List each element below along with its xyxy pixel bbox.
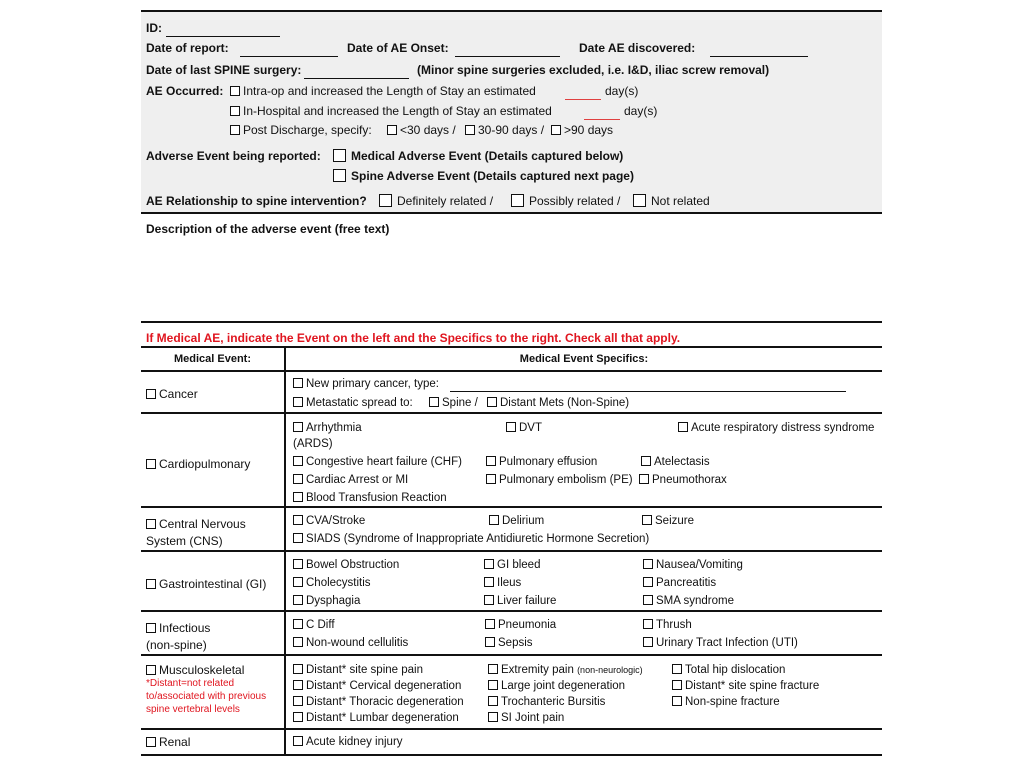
thrush-checkbox[interactable] [643, 619, 653, 629]
extremity-checkbox[interactable] [488, 664, 498, 674]
intraop-option[interactable]: Intra-op and increased the Length of Stay an estimated [230, 84, 536, 99]
hip-option[interactable]: Total hip dislocation [672, 663, 785, 677]
atelectasis-checkbox[interactable] [641, 456, 651, 466]
lt30-checkbox[interactable] [387, 125, 397, 135]
event-musculoskeletal[interactable]: Musculoskeletal *Distant=not related to/associated with previous spine vertebral levels [141, 655, 285, 729]
distant-mets-option[interactable]: Distant Mets (Non-Spine) [487, 396, 629, 410]
liver-checkbox[interactable] [484, 595, 494, 605]
chole-checkbox[interactable] [293, 577, 303, 587]
event-renal[interactable]: Renal [141, 729, 285, 755]
sepsis-checkbox[interactable] [485, 637, 495, 647]
bowel-checkbox[interactable] [293, 559, 303, 569]
pe-option[interactable]: Pulmonary embolism (PE) [486, 473, 633, 487]
dysphagia-option[interactable]: Dysphagia [293, 594, 360, 608]
ileus-checkbox[interactable] [484, 577, 494, 587]
cdiff-checkbox[interactable] [293, 619, 303, 629]
table-row [141, 551, 882, 611]
table-row [141, 655, 882, 729]
inhospital-checkbox[interactable] [230, 106, 240, 116]
gi-checkbox[interactable] [146, 579, 156, 589]
spine-ae-option[interactable]: Spine Adverse Event (Details captured next page) [333, 169, 634, 184]
description-area[interactable] [141, 214, 882, 324]
distant-note: *Distant=not related to/associated with previous spine vertebral levels [146, 678, 267, 715]
chole-option[interactable]: Cholecystitis [293, 576, 371, 590]
cancer-checkbox[interactable] [146, 389, 156, 399]
event-infectious[interactable]: Infectious (non-spine) [141, 611, 285, 655]
gi-bleed-option[interactable]: GI bleed [484, 558, 540, 572]
cns-checkbox[interactable] [146, 519, 156, 529]
trochanteric-checkbox[interactable] [488, 696, 498, 706]
arrhythmia-option[interactable]: Arrhythmia [293, 421, 362, 435]
cva-checkbox[interactable] [293, 515, 303, 525]
table-row [141, 507, 882, 551]
d30-90-option[interactable]: 30-90 days / [465, 123, 544, 138]
id-field[interactable] [166, 25, 280, 37]
ae-form [141, 10, 882, 324]
musculo-specifics [285, 655, 882, 729]
table-row [141, 371, 882, 413]
medical-event-table [141, 346, 882, 756]
last-surgery-label: Date of last SPINE surgery: [146, 63, 302, 77]
effusion-option[interactable]: Pulmonary effusion [486, 455, 597, 469]
thoracic-checkbox[interactable] [293, 696, 303, 706]
inhospital-days-field[interactable] [584, 108, 620, 120]
nausea-checkbox[interactable] [643, 559, 653, 569]
si-joint-option[interactable]: SI Joint pain [488, 711, 564, 725]
thoracic-option[interactable]: Distant* Thoracic degeneration [293, 695, 464, 709]
lumbar-checkbox[interactable] [293, 712, 303, 722]
new-primary-checkbox[interactable] [293, 378, 303, 388]
not-related-option[interactable]: Not related [633, 194, 710, 209]
hip-checkbox[interactable] [672, 664, 682, 674]
si-joint-checkbox[interactable] [488, 712, 498, 722]
cva-option[interactable]: CVA/Stroke [293, 514, 365, 528]
spine-option[interactable]: Spine / [429, 396, 478, 410]
date-discovered-field[interactable] [710, 45, 808, 57]
sepsis-option[interactable]: Sepsis [485, 636, 533, 650]
cardio-checkbox[interactable] [146, 459, 156, 469]
last-surgery-note: (Minor spine surgeries excluded, i.e. I&D, iliac screw removal) [417, 63, 770, 77]
cellulitis-option[interactable]: Non-wound cellulitis [293, 636, 408, 650]
ards-checkbox[interactable] [678, 422, 688, 432]
cancer-type-field[interactable] [450, 380, 846, 392]
sma-checkbox[interactable] [643, 595, 653, 605]
possibly-option[interactable]: Possibly related / [511, 194, 620, 209]
infectious-checkbox[interactable] [146, 623, 156, 633]
cns-specifics [285, 507, 882, 551]
siads-checkbox[interactable] [293, 533, 303, 543]
aki-checkbox[interactable] [293, 736, 303, 746]
spine-ae-checkbox[interactable] [333, 169, 346, 182]
liver-option[interactable]: Liver failure [484, 594, 556, 608]
arrhythmia-checkbox[interactable] [293, 422, 303, 432]
delirium-checkbox[interactable] [489, 515, 499, 525]
notice-divider [141, 321, 882, 323]
dvt-option[interactable]: DVT [506, 421, 542, 435]
inhospital-option[interactable]: In-Hospital and increased the Length of Stay an estimated [230, 104, 552, 119]
nonspine-fracture-checkbox[interactable] [672, 696, 682, 706]
post-discharge-option[interactable]: Post Discharge, specify: [230, 123, 372, 138]
medical-ae-option[interactable]: Medical Adverse Event (Details captured below) [333, 149, 623, 164]
pancreatitis-option[interactable]: Pancreatitis [643, 576, 716, 590]
transfusion-option[interactable]: Blood Transfusion Reaction [293, 491, 447, 505]
chf-checkbox[interactable] [293, 456, 303, 466]
date-onset-field[interactable] [455, 45, 560, 57]
col-specifics-header: Medical Event Specifics: [285, 347, 882, 371]
pneumonia-option[interactable]: Pneumonia [485, 618, 556, 632]
event-gi[interactable]: Gastrointestinal (GI) [141, 551, 285, 611]
site-fracture-checkbox[interactable] [672, 680, 682, 690]
possibly-checkbox[interactable] [511, 194, 524, 207]
event-cancer[interactable]: Cancer [141, 371, 285, 413]
nausea-option[interactable]: Nausea/Vomiting [643, 558, 743, 572]
chf-option[interactable]: Congestive heart failure (CHF) [293, 455, 462, 469]
medical-ae-checkbox[interactable] [333, 149, 346, 162]
trochanteric-option[interactable]: Trochanteric Bursitis [488, 695, 605, 709]
delirium-option[interactable]: Delirium [489, 514, 544, 528]
effusion-checkbox[interactable] [486, 456, 496, 466]
infectious-specifics [285, 611, 882, 655]
date-report-label: Date of report: [146, 41, 229, 55]
cdiff-option[interactable]: C Diff [293, 618, 335, 632]
uti-option[interactable]: Urinary Tract Infection (UTI) [643, 636, 798, 650]
sma-option[interactable]: SMA syndrome [643, 594, 734, 608]
nonspine-fracture-option[interactable]: Non-spine fracture [672, 695, 780, 709]
thrush-option[interactable]: Thrush [643, 618, 692, 632]
date-discovered-label: Date AE discovered: [579, 41, 696, 55]
table-row [141, 413, 882, 507]
date-onset-label: Date of AE Onset: [347, 41, 449, 55]
cervical-option[interactable]: Distant* Cervical degeneration [293, 679, 461, 693]
transfusion-checkbox[interactable] [293, 492, 303, 502]
ae-reported-label: Adverse Event being reported: [146, 149, 321, 163]
description-label: Description of the adverse event (free text) [146, 222, 390, 236]
arrest-option[interactable]: Cardiac Arrest or MI [293, 473, 408, 487]
intraop-days-field[interactable] [565, 88, 601, 100]
site-pain-option[interactable]: Distant* site spine pain [293, 663, 423, 677]
cervical-checkbox[interactable] [293, 680, 303, 690]
intraop-days-label: day(s) [605, 84, 639, 98]
post-discharge-checkbox[interactable] [230, 125, 240, 135]
site-fracture-option[interactable]: Distant* site spine fracture [672, 679, 819, 693]
large-joint-option[interactable]: Large joint degeneration [488, 679, 625, 693]
renal-specifics [285, 729, 882, 755]
site-pain-checkbox[interactable] [293, 664, 303, 674]
arrest-checkbox[interactable] [293, 474, 303, 484]
dysphagia-checkbox[interactable] [293, 595, 303, 605]
gt90-checkbox[interactable] [551, 125, 561, 135]
col-event-header: Medical Event: [141, 347, 285, 371]
lt30-option[interactable]: <30 days / [387, 123, 456, 138]
id-label: ID: [146, 21, 162, 35]
aki-option[interactable]: Acute kidney injury [293, 735, 403, 749]
not-related-checkbox[interactable] [633, 194, 646, 207]
renal-checkbox[interactable] [146, 737, 156, 747]
seizure-checkbox[interactable] [642, 515, 652, 525]
definitely-checkbox[interactable] [379, 194, 392, 207]
d30-90-checkbox[interactable] [465, 125, 475, 135]
distant-mets-checkbox[interactable] [487, 397, 497, 407]
cellulitis-checkbox[interactable] [293, 637, 303, 647]
pneumothorax-option[interactable]: Pneumothorax [639, 473, 727, 487]
new-primary-option[interactable]: New primary cancer, type: [293, 377, 439, 391]
cancer-specifics [285, 371, 882, 413]
pneumothorax-checkbox[interactable] [639, 474, 649, 484]
date-report-field[interactable] [240, 45, 338, 57]
gi-bleed-checkbox[interactable] [484, 559, 494, 569]
gt90-option[interactable]: >90 days [551, 123, 613, 138]
ae-occurred-label: AE Occurred: [146, 84, 224, 98]
dvt-checkbox[interactable] [506, 422, 516, 432]
table-row [141, 611, 882, 655]
spine-checkbox[interactable] [429, 397, 439, 407]
pancreatitis-checkbox[interactable] [643, 577, 653, 587]
relationship-label: AE Relationship to spine intervention? [146, 194, 367, 208]
last-surgery-field[interactable] [304, 67, 409, 79]
uti-checkbox[interactable] [643, 637, 653, 647]
event-cns[interactable]: Central Nervous System (CNS) [141, 507, 285, 551]
gi-specifics [285, 551, 882, 611]
event-cardiopulmonary[interactable]: Cardiopulmonary [141, 413, 285, 507]
siads-option[interactable]: SIADS (Syndrome of Inappropriate Antidiuretic Hormone Secretion) [293, 532, 649, 546]
bowel-option[interactable]: Bowel Obstruction [293, 558, 399, 572]
table-row [141, 729, 882, 755]
extremity-option[interactable]: Extremity pain (non-neurologic) [488, 663, 643, 677]
table-header-row [141, 347, 882, 371]
ileus-option[interactable]: Ileus [484, 576, 521, 590]
metastatic-checkbox[interactable] [293, 397, 303, 407]
large-joint-checkbox[interactable] [488, 680, 498, 690]
metastatic-option[interactable]: Metastatic spread to: [293, 396, 413, 410]
musculo-checkbox[interactable] [146, 665, 156, 675]
pe-checkbox[interactable] [486, 474, 496, 484]
ards-option[interactable]: Acute respiratory distress syndrome [678, 421, 874, 435]
ards-abbr: (ARDS) [293, 438, 333, 450]
intraop-checkbox[interactable] [230, 86, 240, 96]
pneumonia-checkbox[interactable] [485, 619, 495, 629]
inhospital-days-label: day(s) [624, 104, 658, 118]
definitely-option[interactable]: Definitely related / [379, 194, 493, 209]
medical-ae-notice: If Medical AE, indicate the Event on the left and the Specifics to the right. Check all that apply. [146, 331, 681, 345]
seizure-option[interactable]: Seizure [642, 514, 694, 528]
cardio-specifics [285, 413, 882, 507]
atelectasis-option[interactable]: Atelectasis [641, 455, 710, 469]
lumbar-option[interactable]: Distant* Lumbar degeneration [293, 711, 459, 725]
header-section [141, 10, 882, 214]
